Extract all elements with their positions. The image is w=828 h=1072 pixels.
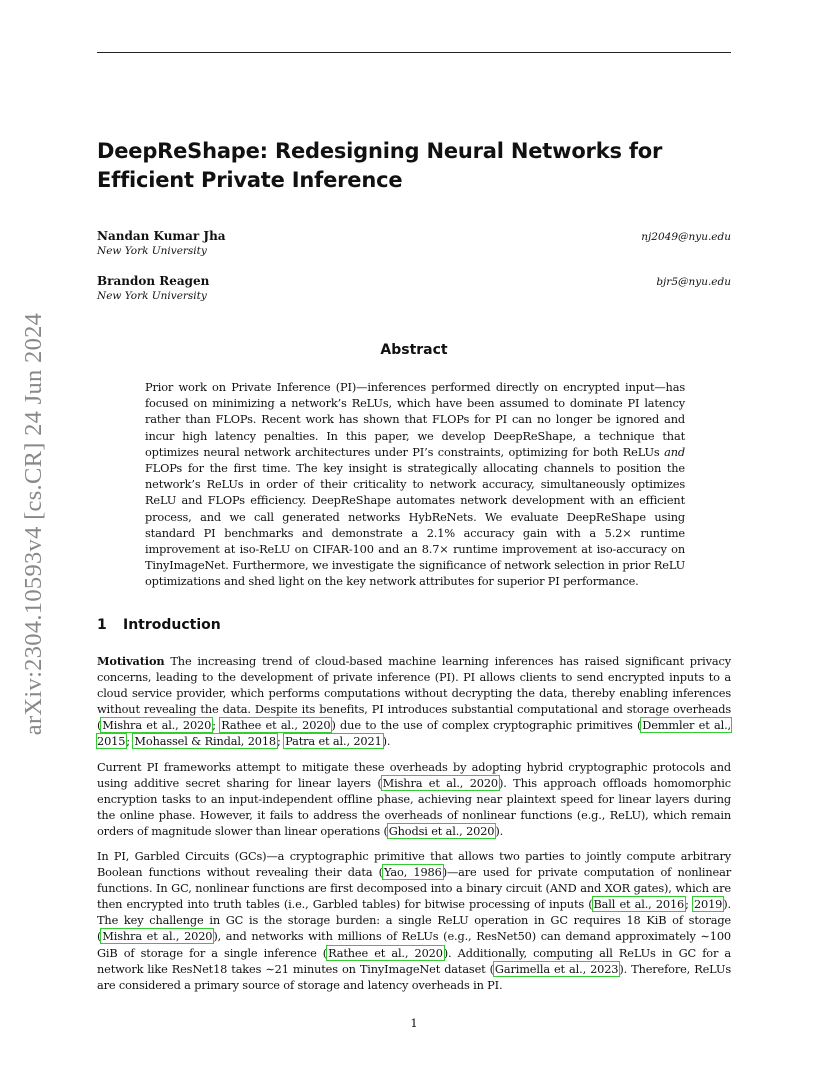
citation-link[interactable]: Demmler et al., 2015 [97,718,731,749]
citation-link[interactable]: Yao, 1986 [383,865,442,880]
header-rule [97,52,731,53]
citation-separator: ; [685,897,693,912]
paragraph-text: ). Therefore, ReLUs are considered a primary source of storage and latency overheads in PI. [97,961,731,992]
arxiv-id: arXiv:2304.10593v4 [cs.CR] 24 Jun 2024 [20,312,47,736]
abstract-heading: Abstract [380,342,448,358]
author-1-name: Nandan Kumar Jha [97,229,226,243]
paragraph-text: ). [382,734,391,749]
author-2-name: Brandon Reagen [97,274,210,288]
abstract-text-1: Prior work on Private Inference (PI)—inferences performed directly on encrypted input—has focused on minimizing a network’s ReLUs, which have been assumed to dominate PI latency rather than FLOPs. Recent work has shown that FLOPs for PI can no longer be ignored and incur high latency penalties. In this paper, we develop DeepReShape, a technique that optimizes neural network architectures under PI’s constraints, optimizing for both ReLUs [145,380,685,459]
paragraph-text: ), and networks with millions of ReLUs (e.g., ResNet50) can demand approximately ∼100 GiB of storage for a single inference ( [97,929,731,960]
citation-link[interactable]: Mishra et al., 2020 [382,776,498,791]
paragraph-text: ) due to the use of complex cryptographic primitives ( [331,718,642,733]
citation-link[interactable]: Ghodsi et al., 2020 [388,824,495,839]
citation-link[interactable]: Garimella et al., 2023 [494,961,619,976]
citation-separator: ; [126,734,134,749]
paragraph-garbled-circuits [97,848,731,993]
page-number: 1 [410,1016,418,1030]
paragraph-text: Current PI frameworks attempt to mitigate these overheads by adopting hybrid cryptographic protocols and using additive secret sharing for linear layers ( [97,760,731,791]
section-title: Introduction [123,617,221,633]
paragraph-text: In PI, Garbled Circuits (GCs)—a cryptographic primitive that allows two parties to jointly compute arbitrary Boolean functions without revealing their data ( [97,849,731,880]
paragraph-frameworks [97,759,731,839]
paragraph-text: ). This approach offloads homomorphic encryption tasks to an input-independent offline phase, achieving near plaintext speed for linear layers during the online phase. However, it fails to address the overheads of nonlinear functions (e.g., ReLU), which remain orders of magnitude slower than linear operations ( [97,776,731,839]
author-2-affiliation: New York University [97,290,207,302]
citation-link[interactable]: Rathee et al., 2020 [221,718,331,733]
paragraph-run-in-heading: Motivation [97,654,165,668]
section-heading [97,617,221,633]
citation-link[interactable]: Rathee et al., 2020 [328,945,443,960]
author-1-email[interactable]: nj2049@nyu.edu [641,231,731,243]
citation-link[interactable]: Ball et al., 2016 [593,897,685,912]
abstract-body [145,379,685,590]
author-2-email[interactable]: bjr5@nyu.edu [656,276,731,288]
paragraph-text: ). The key challenge in GC is the storage burden: a single ReLU operation in GC requires 18 KiB of storage ( [97,897,731,944]
paragraph-motivation [97,653,731,750]
citation-separator: ; [212,718,221,733]
paragraph-text: ). Additionally, computing all ReLUs in GC for a network like ResNet18 takes ∼21 minutes on TinyImageNet dataset ( [97,945,731,976]
paper-title: DeepReShape: Redesigning Neural Networks for Efficient Private Inference [97,139,663,192]
citation-link[interactable]: Patra et al., 2021 [285,734,382,749]
paragraph-text: The increasing trend of cloud-based machine learning inferences has raised significant privacy concerns, leading to the development of private inference (PI). PI allows clients to send encrypted inputs to a cloud service provider, which performs computations without decrypting the data, thereby enabling inferences without revealing the data. Despite its benefits, PI introduces substantial computational and storage overheads ( [97,654,731,733]
abstract-text-2: FLOPs for the first time. The key insight is strategically allocating channels to position the network’s ReLUs in order of their criticality to network accuracy, simultaneously optimizes ReLU and FLOPs efficiency. DeepReShape automates network development with an efficient process, and we call generated networks HybReNets. We evaluate DeepReShape using standard PI benchmarks and demonstrate a 2.1% accuracy gain with a 5.2× runtime improvement at iso-ReLU on CIFAR-100 and an 8.7× runtime improvement at iso-accuracy on TinyImageNet. Furthermore, we investigate the significance of network selection in prior ReLU optimizations and shed light on the key network attributes for superior PI performance. [145,461,685,589]
paragraph-text: ). [495,824,504,839]
section-number: 1 [97,617,107,633]
abstract-emphasis: and [664,444,685,459]
citation-link[interactable]: Mohassel & Rindal, 2018 [134,734,276,749]
citation-link[interactable]: Mishra et al., 2020 [102,718,212,733]
citation-link[interactable]: Mishra et al., 2020 [102,929,213,944]
paragraph-text: )—are used for private computation of nonlinear functions. In GC, nonlinear functions are first decomposed into a binary circuit (AND and XOR gates), which are then encrypted into truth tables (i.e., Garbled tables) for bitwise processing of inputs ( [97,865,731,912]
author-1-affiliation: New York University [97,245,207,257]
citation-link[interactable]: 2019 [693,897,723,912]
citation-separator: ; [277,734,285,749]
